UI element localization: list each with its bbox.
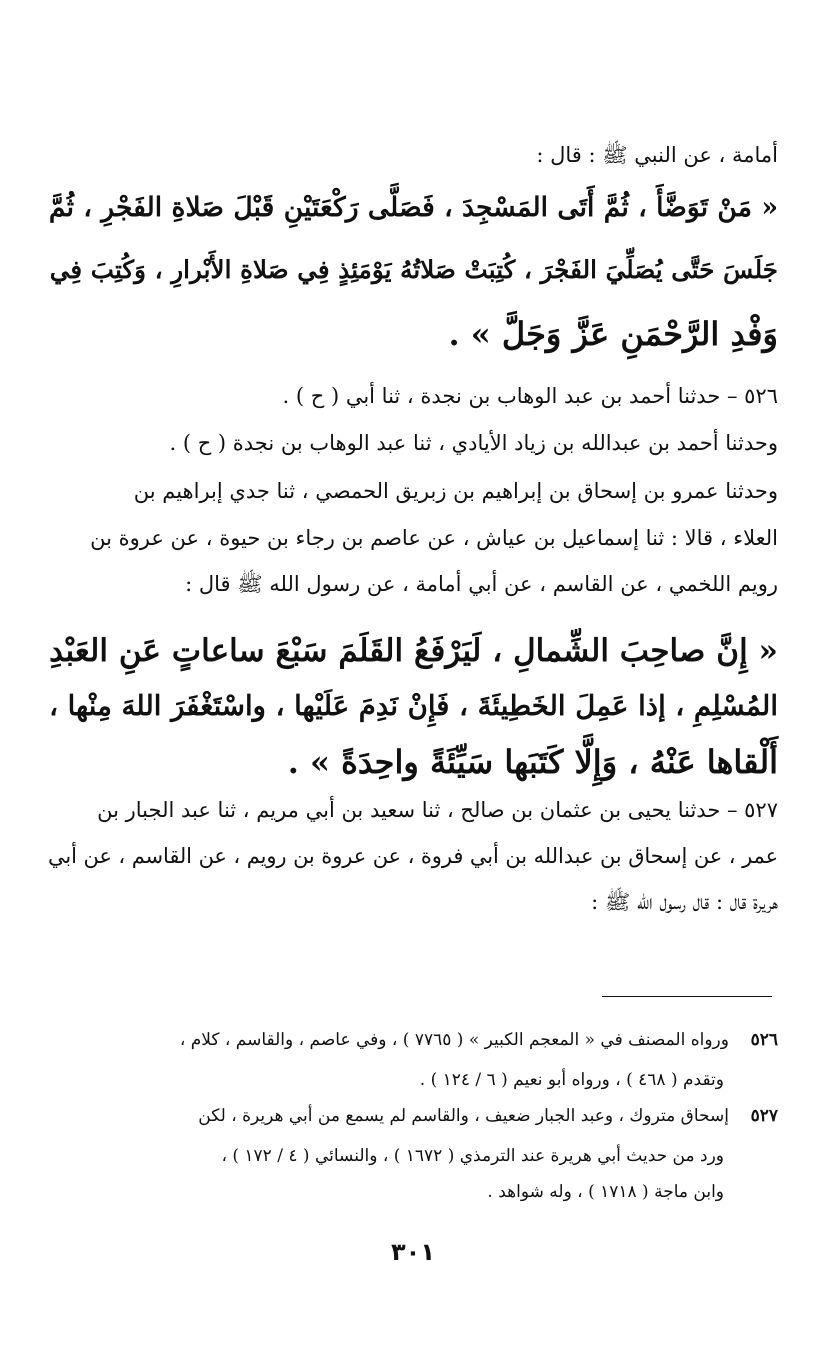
narration-527-line-2: عمر ، عن إسحاق بن عبدالله بن أبي فروة ، عن عروة بن رويم ، عن القاسم ، عن أبي	[48, 844, 778, 868]
footnote-separator	[602, 996, 772, 997]
footnote-527-line-1	[198, 1108, 778, 1125]
footnote-527-line-3: وابن ماجة ( ١٧١٨ ) ، وله شواهد .	[487, 1182, 724, 1202]
page-number: ٣٠١	[391, 1238, 435, 1266]
footnote-527-number: ٥٢٧	[750, 1106, 778, 1126]
hadith-2-line-1: « إِنَّ صاحِبَ الشِّمالِ ، لَيَرْفَعُ القَلَمَ سَبْعَ ساعاتٍ عَنِ العَبْدِ	[49, 633, 778, 669]
narration-526-line-3: وحدثنا عمرو بن إسحاق بن إبراهيم بن زبريق الحمصي ، ثنا جدي إبراهيم بن	[133, 479, 778, 503]
hadith-1-line-3: وَفْدِ الرَّحْمَنِ عَزَّ وَجَلَّ » .	[448, 315, 778, 353]
footnote-527-text-1: إسحاق متروك ، وعبد الجبار ضعيف ، والقاسم لم يسمع من أبي هريرة ، لكن	[198, 1106, 729, 1126]
footnote-526-number: ٥٢٦	[750, 1030, 778, 1050]
footnote-526-line-1	[180, 1032, 778, 1049]
narration-527-line-3: هريرة قال : قال رسول الله ﷺ :	[591, 890, 778, 914]
hadith-1-line-1: « مَنْ تَوَضَّأَ ، ثُمَّ أَتَى المَسْجِدَ ، فَصَلَّى رَكْعَتَيْنِ قَبْلَ صَلاةِ الفَجْرِ ، ثُمَّ	[48, 192, 778, 223]
footnote-527-line-2: ورد من حديث أبي هريرة عند الترمذي ( ١٦٧٢ ) ، والنسائي ( ٤ / ١٧٢ ) ،	[221, 1146, 724, 1166]
hadith-2-line-3: أَلْقاها عَنْهُ ، وَإِلَّا كَتَبَها سَيِّئَةً واحِدَةً » .	[287, 743, 778, 781]
intro-line: أمامة ، عن النبي ﷺ : قال :	[536, 143, 778, 167]
footnote-526-text-1: ورواه المصنف في « المعجم الكبير » ( ٧٧٦٥ ) ، وفي عاصم ، والقاسم ، كلام ،	[179, 1030, 729, 1050]
narration-526-line-4: العلاء ، قالا : ثنا إسماعيل بن عياش ، عن عاصم بن رجاء بن حيوة ، عن عروة بن	[90, 526, 778, 550]
hadith-2-line-2: المُسْلِمِ ، إذا عَمِلَ الخَطِيئَةَ ، فَإِنْ نَدِمَ عَلَيْها ، واسْتَغْفَرَ اللهَ مِنْها ،	[49, 689, 778, 722]
hadith-1-line-2: جَلَسَ حَتَّى يُصَلِّيَ الفَجْرَ ، كُتِبَتْ صَلاتُهُ يَوْمَئِذٍ فِي صَلاةِ الأَبْرارِ ، وَكُتِبَ فِي	[49, 255, 778, 284]
narration-527-line-1: ٥٢٧ – حدثنا يحيى بن عثمان بن صالح ، ثنا سعيد بن أبي مريم ، ثنا عبد الجبار بن	[97, 798, 778, 822]
narration-526-line-1: ٥٢٦ – حدثنا أحمد بن عبد الوهاب بن نجدة ، ثنا أبي ( ح ) .	[282, 384, 778, 408]
footnote-526-line-2: وتقدم ( ٤٦٨ ) ، ورواه أبو نعيم ( ٦ / ١٢٤ ) .	[419, 1070, 724, 1090]
narration-526-line-2: وحدثنا أحمد بن عبدالله بن زياد الأيادي ، ثنا عبد الوهاب بن نجدة ( ح ) .	[169, 431, 778, 455]
narration-526-line-5: رويم اللخمي ، عن القاسم ، عن أبي أمامة ، عن رسول الله ﷺ قال :	[185, 572, 778, 596]
